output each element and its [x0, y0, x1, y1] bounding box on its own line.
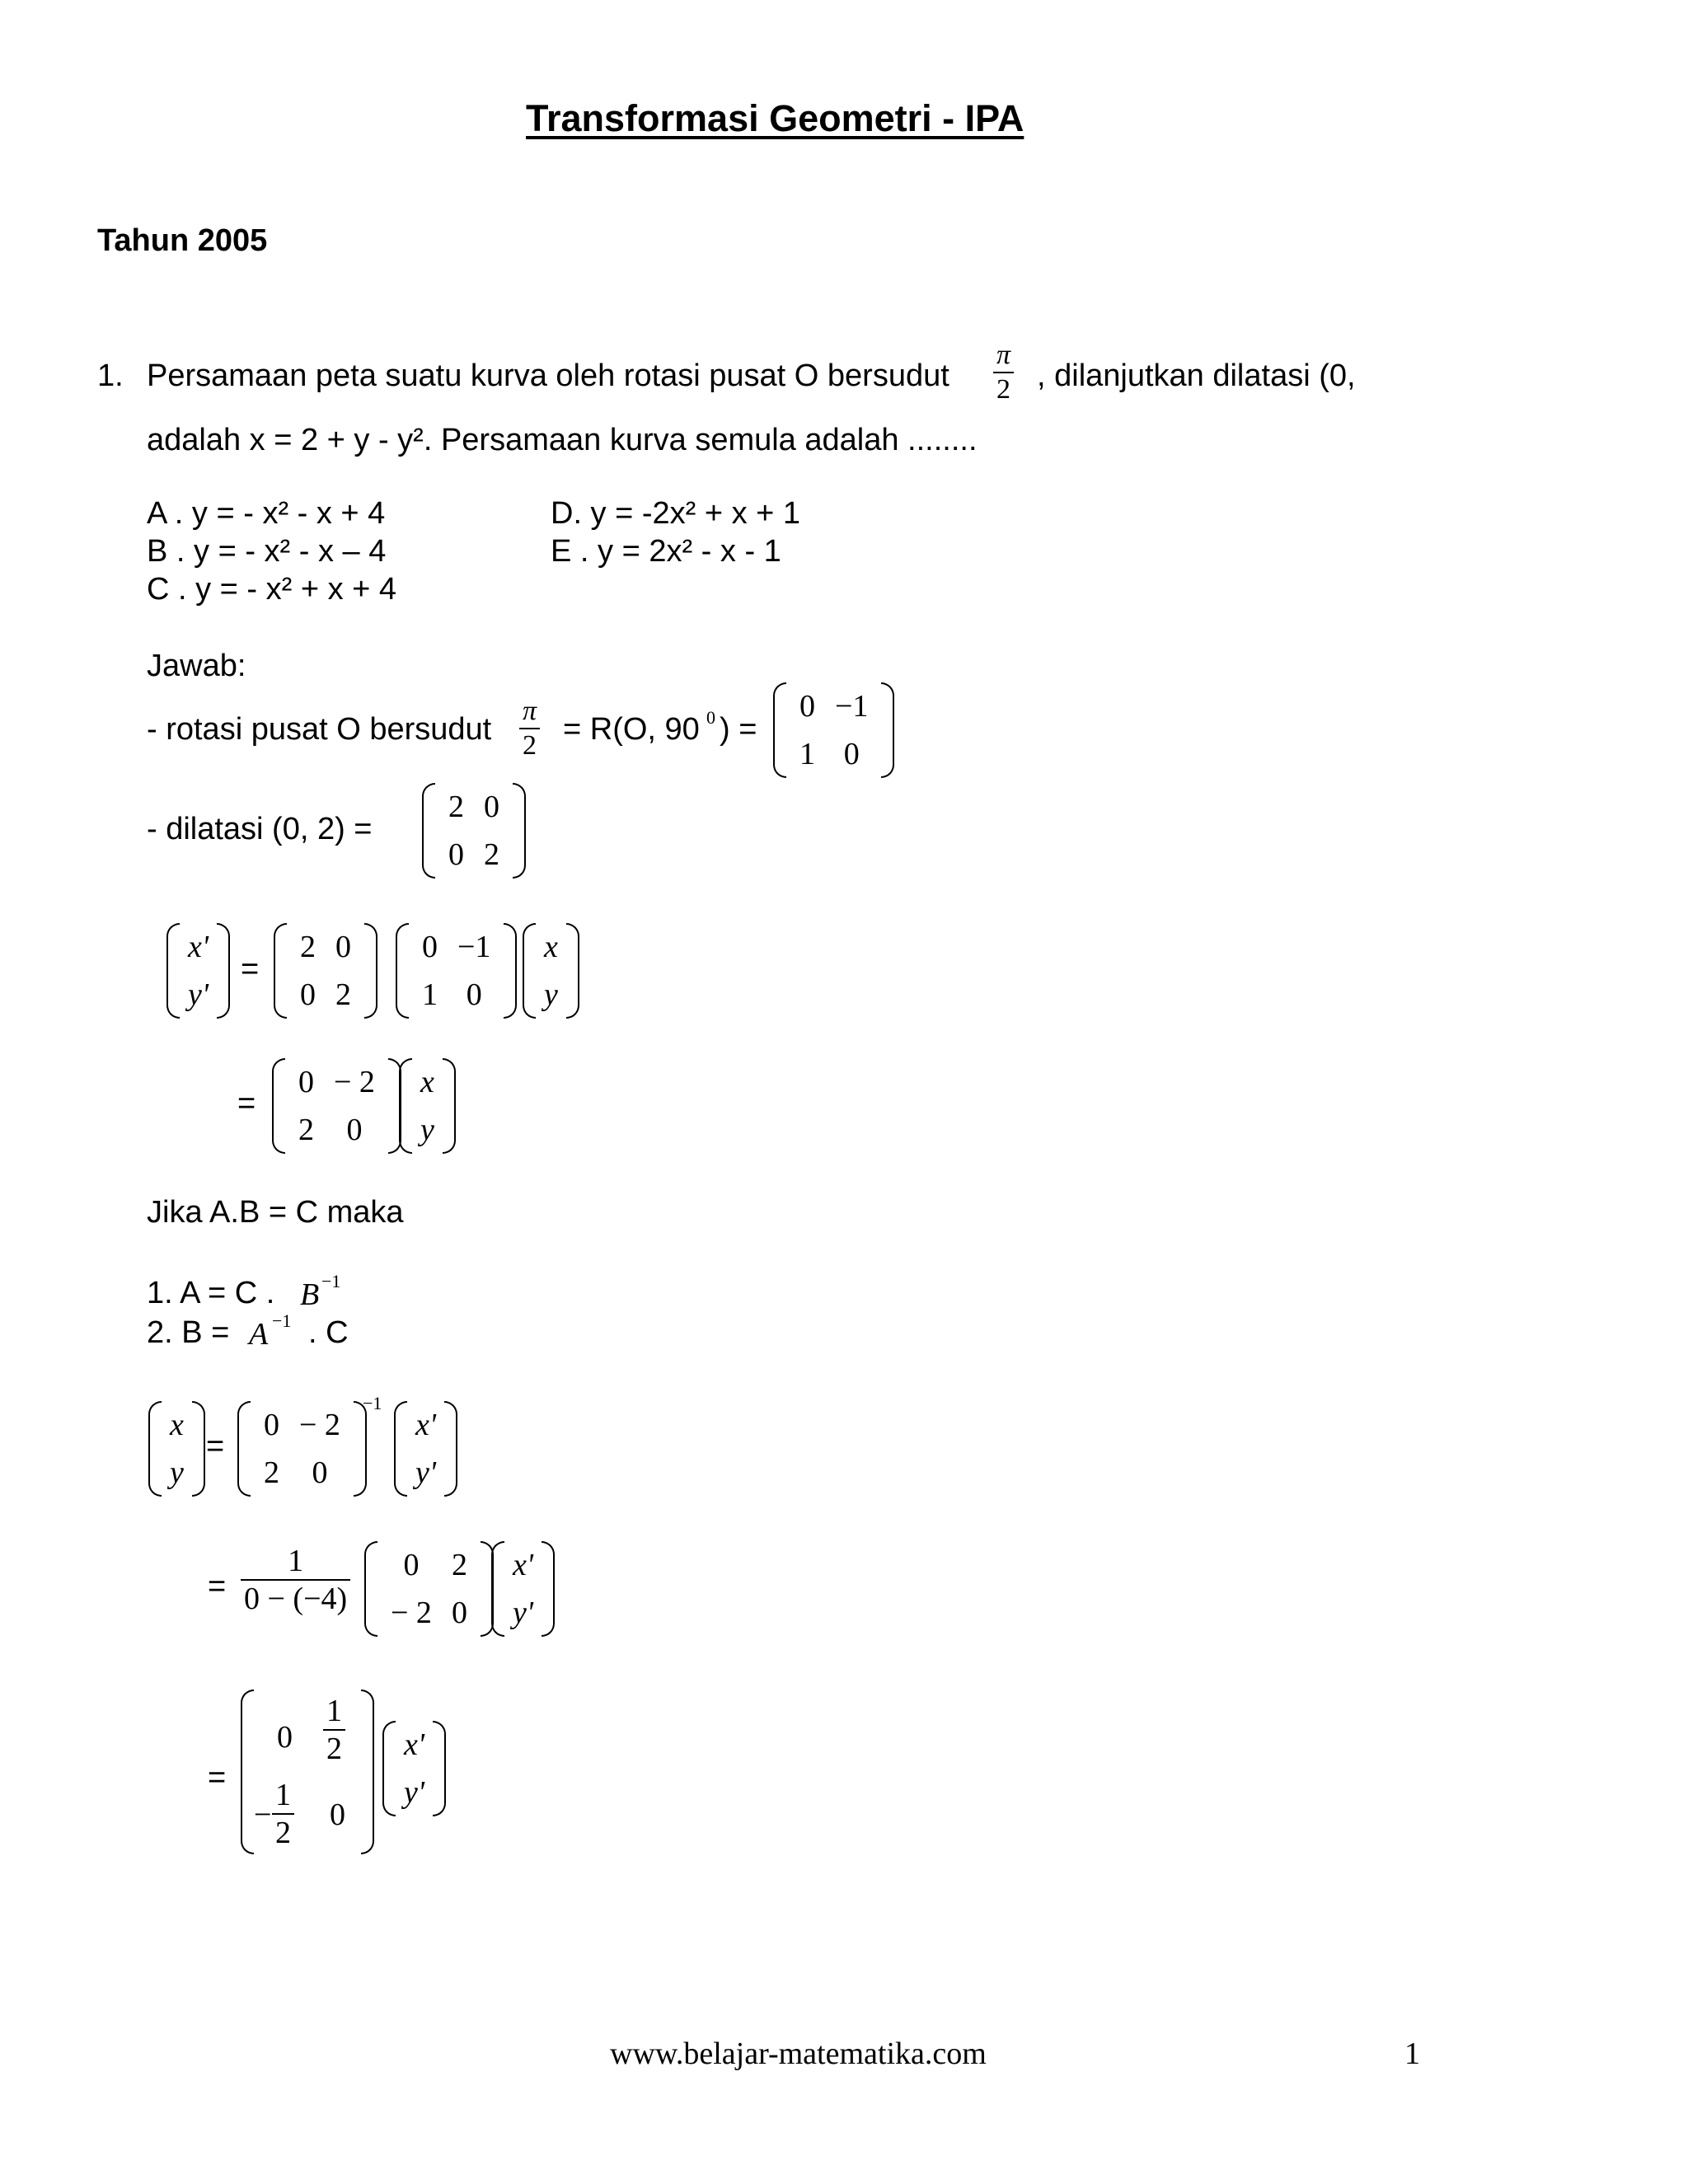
matrix-cell: 0 — [346, 1113, 363, 1147]
rule-2-c: . C — [308, 1315, 349, 1350]
option-a: A . y = - x² - x + 4 — [147, 496, 386, 531]
left-parenthesis — [773, 682, 786, 778]
option-d: D. y = -2x² + x + 1 — [551, 496, 801, 531]
right-parenthesis — [433, 1721, 446, 1816]
vector-cell: y' — [188, 977, 209, 1012]
section-heading: Tahun 2005 — [97, 223, 268, 258]
equals-sign: = — [208, 1760, 227, 1795]
question-line1-continued: , dilanjutkan dilatasi (0, — [1037, 359, 1356, 393]
vector-cell: x' — [188, 930, 209, 964]
rule-1-b: B — [300, 1277, 320, 1312]
matrix-cell: 2 — [484, 837, 499, 872]
vector-cell: x' — [415, 1408, 436, 1442]
left-parenthesis — [382, 1721, 396, 1816]
left-parenthesis — [399, 1058, 412, 1154]
fraction-numerator: π — [993, 339, 1014, 373]
matrix-cell: − 2 — [299, 1408, 340, 1442]
vector-cell: y — [544, 977, 558, 1012]
inverse-superscript: −1 — [321, 1271, 341, 1291]
vector-cell: y — [420, 1113, 434, 1147]
left-parenthesis — [241, 1690, 254, 1854]
fraction-denominator: 2 — [275, 1816, 291, 1850]
matrix-cell: 0 — [298, 1065, 314, 1099]
fraction-denominator: 2 — [326, 1732, 342, 1766]
matrix-cell: 0 — [277, 1720, 293, 1755]
matrix-cell: 0 — [799, 689, 815, 724]
vector-x-prime-y-prime — [490, 1541, 556, 1637]
matrix-cell: 0 — [264, 1408, 279, 1442]
right-parenthesis — [217, 923, 230, 1019]
matrix-cell: 1 — [799, 737, 815, 771]
inverse-superscript: −1 — [272, 1310, 292, 1331]
vector-x-y — [397, 1058, 457, 1154]
left-parenthesis — [272, 1058, 285, 1154]
option-e: E . y = 2x² - x - 1 — [551, 534, 781, 569]
matrix-cell: 2 — [451, 1548, 467, 1582]
vector-cell: x — [170, 1408, 184, 1442]
matrix-cell: 2 — [264, 1455, 279, 1490]
matrix-cell: 0 — [466, 977, 482, 1012]
product-matrix — [236, 1401, 368, 1497]
matrix-cell: 2 — [300, 930, 316, 964]
equals-sign: = — [241, 952, 260, 987]
matrix-cell: 0 — [484, 790, 499, 824]
option-b: B . y = - x² - x – 4 — [147, 534, 387, 569]
vector-x-prime-y-prime — [381, 1721, 448, 1816]
fraction-numerator: 1 — [272, 1777, 294, 1815]
vector-x-y — [521, 923, 581, 1019]
footer-url: www.belajar-matematika.com — [610, 2036, 987, 2071]
left-parenthesis — [394, 1401, 407, 1497]
fraction-denominator: 0 − (−4) — [244, 1582, 348, 1616]
fraction-denominator: 2 — [523, 730, 537, 761]
vector-cell: y — [170, 1455, 184, 1490]
pi-over-2-fraction — [993, 339, 1014, 406]
matrix-cell-fraction — [272, 1777, 294, 1851]
fraction-numerator: π — [519, 695, 540, 729]
right-parenthesis — [513, 783, 526, 879]
rotation-equals: ) = — [720, 712, 757, 747]
matrix-cell: − 2 — [334, 1065, 375, 1099]
right-parenthesis — [504, 923, 517, 1019]
left-parenthesis — [491, 1541, 504, 1637]
left-parenthesis — [237, 1401, 251, 1497]
question-number: 1. — [97, 359, 124, 393]
rotation-r-text: = R(O, 90 — [563, 712, 700, 747]
inverse-matrix — [239, 1690, 376, 1854]
vector-cell: x — [420, 1065, 434, 1099]
question-line1: Persamaan peta suatu kurva oleh rotasi pusat O bersudut — [147, 359, 950, 393]
right-parenthesis — [443, 1058, 456, 1154]
right-parenthesis — [566, 923, 579, 1019]
left-parenthesis — [166, 923, 180, 1019]
vector-x-prime-y-prime — [165, 923, 232, 1019]
matrix-cell: 0 — [300, 977, 316, 1012]
right-parenthesis — [444, 1401, 457, 1497]
determinant-fraction — [241, 1543, 350, 1617]
vector-cell: y' — [404, 1775, 424, 1810]
rule-2-a: A — [249, 1317, 269, 1352]
dilation-matrix — [272, 923, 379, 1019]
right-parenthesis — [542, 1541, 555, 1637]
vector-cell: x' — [404, 1727, 424, 1762]
equals-sign: = — [208, 1569, 227, 1604]
adjoint-matrix — [363, 1541, 495, 1637]
matrix-cell: 0 — [312, 1455, 328, 1490]
rule-1-text: 1. A = C . — [147, 1276, 275, 1310]
matrix-cell: 2 — [335, 977, 351, 1012]
product-matrix — [270, 1058, 403, 1154]
vector-x-prime-y-prime — [392, 1401, 459, 1497]
matrix-cell: 0 — [422, 930, 438, 964]
dilation-text: - dilatasi (0, 2) = — [147, 812, 373, 846]
matrix-cell: − 2 — [391, 1596, 432, 1630]
right-parenthesis — [361, 1690, 374, 1854]
rotation-text: - rotasi pusat O bersudut — [147, 712, 492, 747]
matrix-cell: 1 — [422, 977, 438, 1012]
left-parenthesis — [274, 923, 287, 1019]
vector-cell: x' — [513, 1548, 533, 1582]
matrix-cell-fraction — [323, 1693, 345, 1767]
matrix-cell: 0 — [330, 1797, 345, 1832]
fraction-numerator: 1 — [241, 1543, 350, 1581]
left-parenthesis — [148, 1401, 162, 1497]
left-parenthesis — [422, 783, 435, 879]
rule-2-text: 2. B = — [147, 1315, 230, 1350]
matrix-cell: 0 — [335, 930, 351, 964]
fraction-numerator: 1 — [323, 1693, 345, 1731]
matrix-cell: 0 — [451, 1596, 467, 1630]
matrix-cell: 0 — [843, 737, 860, 771]
answer-label: Jawab: — [147, 649, 246, 683]
matrix-cell: 2 — [298, 1113, 314, 1147]
option-c: C . y = - x² + x + 4 — [147, 572, 397, 607]
question-line2: adalah x = 2 + y - y². Persamaan kurva semula adalah ........ — [147, 423, 978, 457]
matrix-cell: 0 — [403, 1548, 420, 1582]
rotation-matrix — [394, 923, 518, 1019]
matrix-cell: −1 — [835, 689, 869, 724]
vector-cell: x — [544, 930, 558, 964]
equals-sign: = — [206, 1429, 225, 1464]
equals-sign: = — [237, 1086, 256, 1121]
matrix-cell: 0 — [448, 837, 464, 872]
vector-cell: y' — [415, 1455, 436, 1490]
right-parenthesis — [354, 1401, 367, 1497]
minus-sign: − — [254, 1797, 272, 1832]
left-parenthesis — [364, 1541, 377, 1637]
left-parenthesis — [523, 923, 536, 1019]
pi-over-2-fraction — [519, 695, 540, 762]
right-parenthesis — [364, 923, 377, 1019]
page-title: Transformasi Geometri - IPA — [526, 97, 1025, 139]
vector-cell: y' — [513, 1596, 533, 1630]
matrix-cell: 2 — [448, 790, 464, 824]
dilation-matrix — [420, 783, 528, 879]
rotation-matrix — [771, 682, 896, 778]
fraction-denominator: 2 — [996, 374, 1011, 405]
page-number: 1 — [1404, 2036, 1420, 2071]
right-parenthesis — [881, 682, 894, 778]
right-parenthesis — [192, 1401, 205, 1497]
left-parenthesis — [396, 923, 409, 1019]
vector-x-y — [147, 1401, 207, 1497]
rule-statement: Jika A.B = C maka — [147, 1195, 404, 1230]
inverse-superscript: −1 — [363, 1393, 382, 1413]
degree-superscript: 0 — [706, 707, 715, 728]
matrix-cell: −1 — [457, 930, 491, 964]
